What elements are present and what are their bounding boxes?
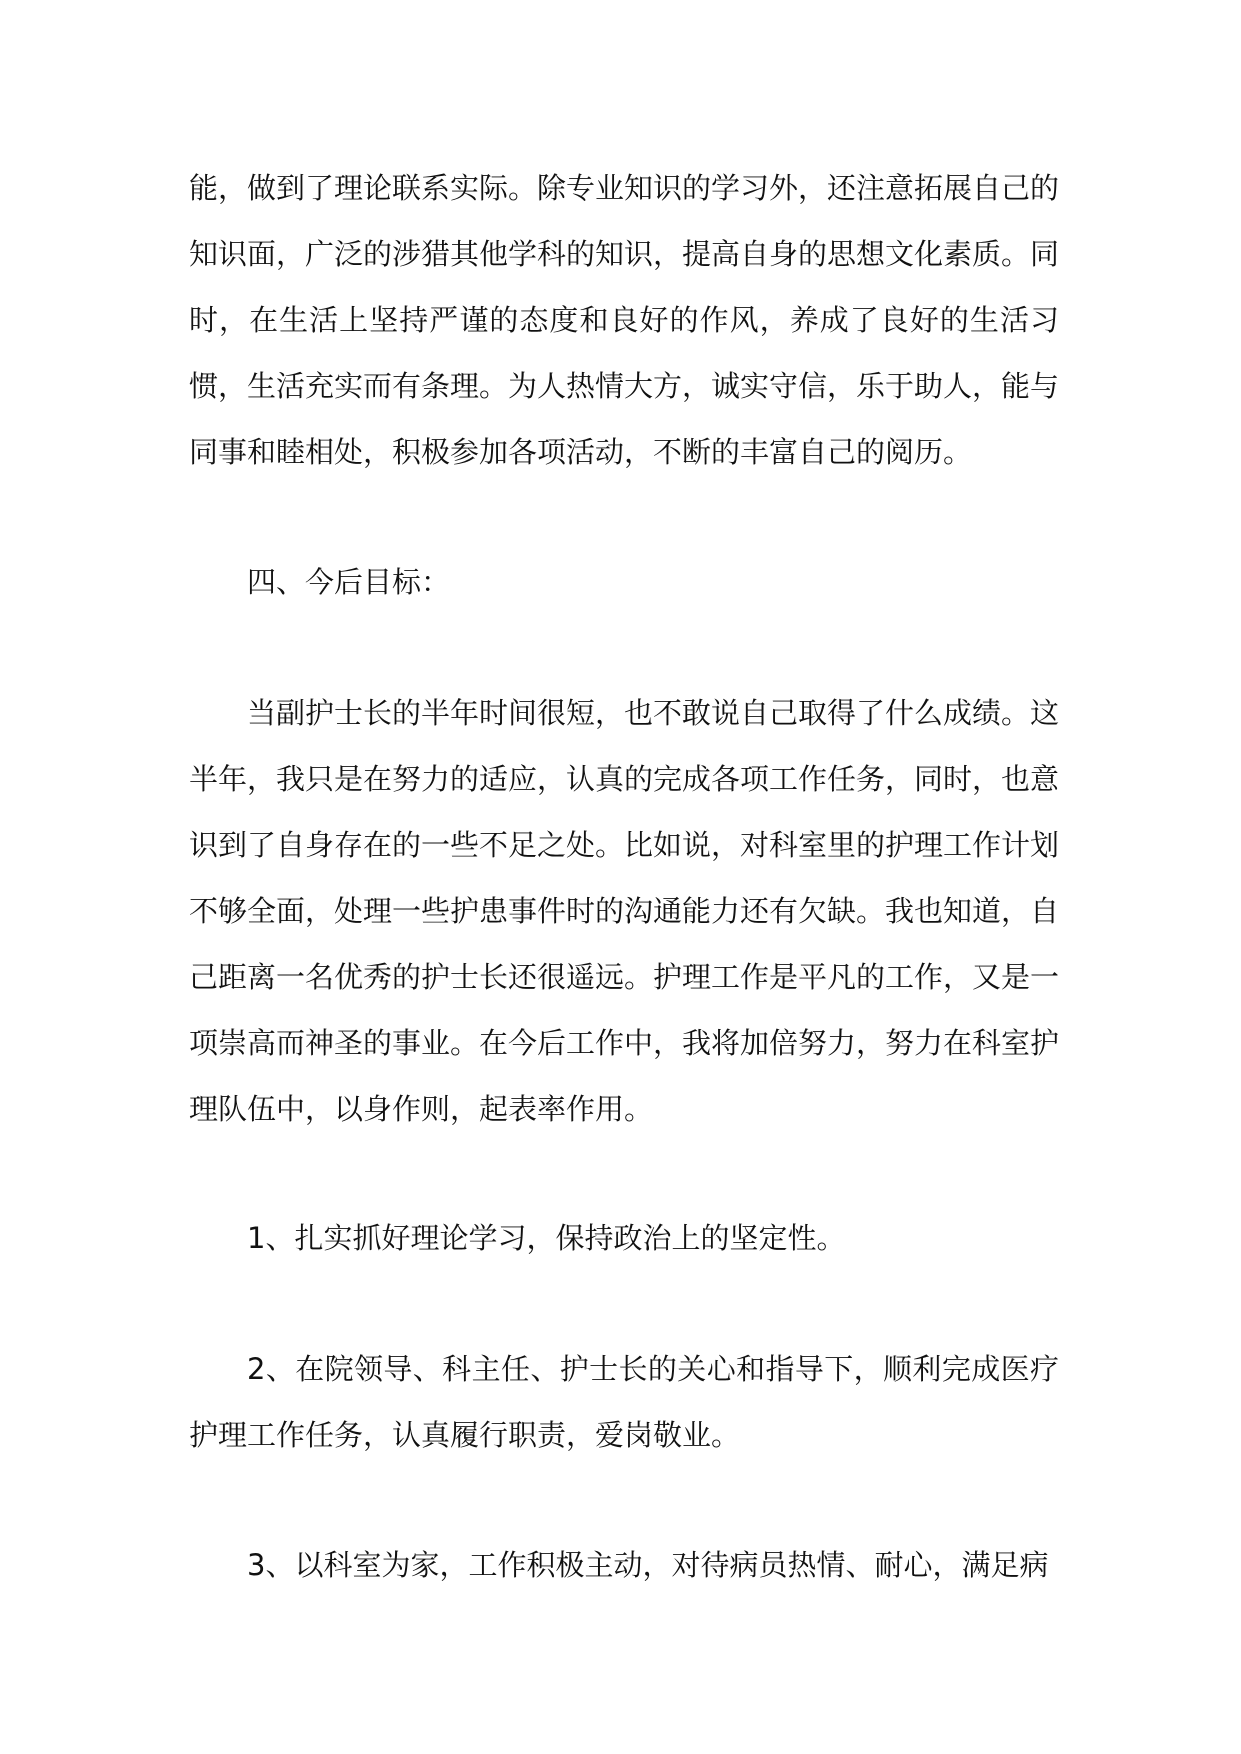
paragraph-self-reflection: 当副护士长的半年时间很短，也不敢说自己取得了什么成绩。这半年，我只是在努力的适应，认真的完成各项工作任务，同时，也意识到了自身存在的一些不足之处。比如说，对科室里的护理工作计划不够全面，处理一些护患事件时的沟通能力还有欠缺。我也知道，自己距离一名优秀的护士长还很遥远。护理工作是平凡的工作，又是一项崇高而神圣的事业。在今后工作中，我将加倍努力，努力在科室护理队伍中，以身作则，起表率作用。 <box>189 696 1060 1126</box>
section-heading-future-goals: 四、今后目标： <box>247 565 451 599</box>
goal-item-2: 2、在院领导、科主任、护士长的关心和指导下，顺利完成医疗护理工作任务，认真履行职责，爱岗敬业。 <box>189 1352 1059 1452</box>
goal-item-1: 1、扎实抓好理论学习，保持政治上的坚定性。 <box>247 1221 846 1255</box>
paragraph-continuation: 能，做到了理论联系实际。除专业知识的学习外，还注意拓展自己的知识面，广泛的涉猎其他学科的知识，提高自身的思想文化素质。同时，在生活上坚持严谨的态度和良好的作风，养成了良好的生活习惯，生活充实而有条理。为人热情大方，诚实守信，乐于助人，能与同事和睦相处，积极参加各项活动，不断的丰富自己的阅历。 <box>189 171 1060 469</box>
goal-item-3: 3、以科室为家，工作积极主动，对待病员热情、耐心，满足病 <box>247 1548 1049 1582</box>
